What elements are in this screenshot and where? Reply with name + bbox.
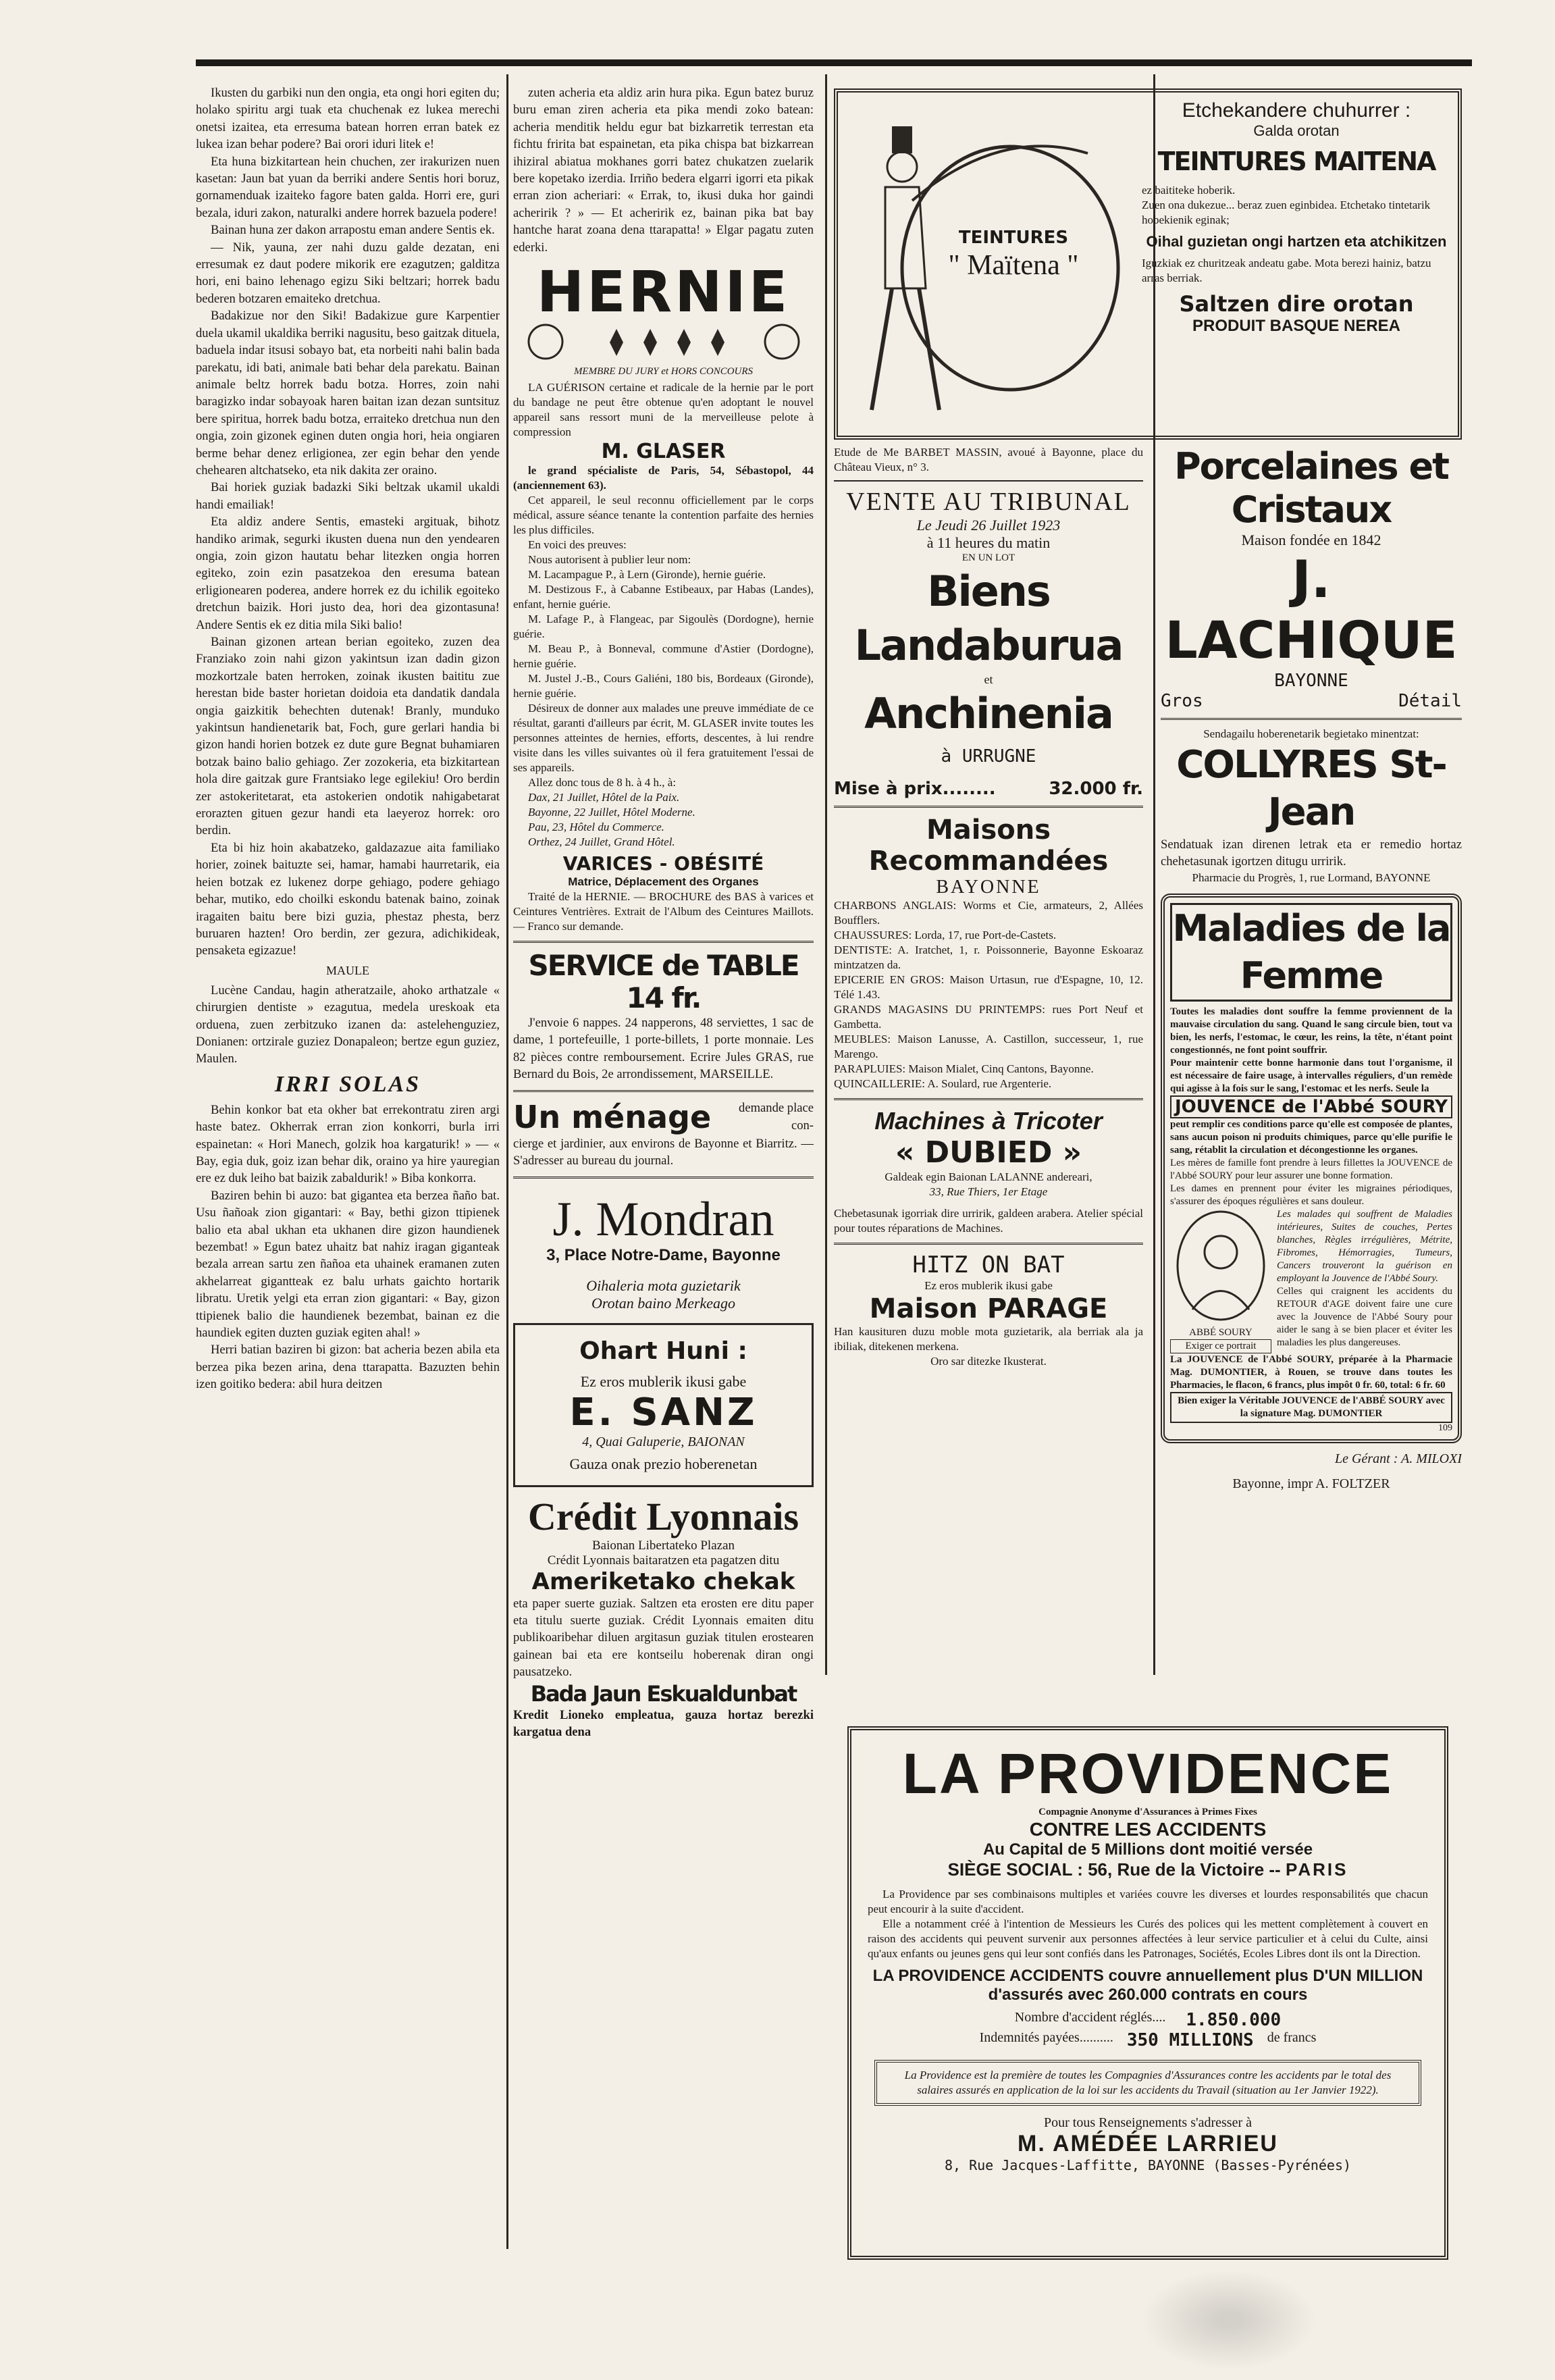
ink-stamp <box>1141 2269 1317 2371</box>
article-paragraph: Bai horiek guziak badazki Siki beltzak ukamil ukaldi handi emailiak! <box>196 480 500 512</box>
vente-place: à URRUGNE <box>941 746 1036 767</box>
maisons-title: Maisons Recommandées <box>868 814 1109 877</box>
maitena-badge: TEINTURES <box>958 228 1069 248</box>
hitz-title: HITZ ON BAT <box>912 1251 1065 1278</box>
divider <box>834 806 1143 808</box>
hernie-text: Cet appareil, le seul reconnu officiellement par le corps médical, assure séance tenante la contention parfaite des hernies les plus difficiles. <box>513 494 814 537</box>
column-rule <box>825 74 827 1675</box>
hitz-line: Ez eros mublerik ikusi gabe <box>924 1279 1053 1292</box>
glaser-name: M. GLASER <box>601 440 726 464</box>
medals-icon <box>522 322 806 361</box>
vente-prix: 32.000 fr. <box>1049 779 1143 799</box>
maisons-ad <box>834 814 1143 1091</box>
maison-item: CHAUSSURES: Lorda, 17, rue Port-de-Castets. <box>834 929 1057 941</box>
article-paragraph: Bainan gizonen artean berian egoiteko, zuzen dea Franziako zoin nahi gizon yakintsun izan dadin gizon mozkortzale baten herroken, zoinak ikusten baititu zue herestan bide baster horietan doidoia eta dandatik dandala ongia gaizkitik behechten dutenak! Branly, munduko yakintsun handienetarik bat, Foch, gure gerlari handia bi gizon handi horien botzek ez dute gure Begnat buhamiaren botzak baino balio gehiago. Zer zozokeria, eta bizkitartean hola dire gaitzak gure Frantsiako lege egilekiu! Oro berdin zer astokeritetarat, eta astokerien ondotik nahigabetarat erorazten gituen gezur handi eta laeyeroz horrek: oro berdin. <box>196 635 500 838</box>
vente-et: et <box>984 673 993 686</box>
maladies-text: Pour maintenir cette bonne harmonie dans tout l'organisme, il est nécessaire de faire usage, à intervalles réguliers, d'un remède qui agisse à la fois sur le sang, l'estomac et les nerfs. Seule la <box>1170 1057 1452 1094</box>
maladies-text: Toutes les maladies dont souffre la femme proviennent de la mauvaise circulation du sang. Quand le sang circule bien, tout va bien, les nerfs, l'estomac, le cœur, les reins, la tête, n'étant point congestionnés, ne font point souffrir. <box>1170 1006 1452 1056</box>
vente-anchi: Anchinenia <box>864 689 1113 738</box>
soury-portrait <box>1170 1208 1271 1353</box>
maladies-text: La JOUVENCE de l'Abbé SOURY, préparée à la Pharmacie Mag. DUMONTIER, à Rouen, se trouve dans toutes les Pharmacies, le flacon, 6 francs, plus impôt 0 fr. 60, total: 6 fr. 60 <box>1170 1353 1452 1391</box>
divider <box>1161 718 1462 720</box>
article-paragraph: Baziren behin bi auzo: bat gigantea eta berzea ñaño bat. Usu ñañoak zion gigantari: « Bay, bethi gizon ttipienek balio eta abal ukhan eta ukhanen dire gizon haundienek bezembat! » Egun batez uhaitz bat nahiz iragan giganteak bezala arrean sartu zen ñañoa eta uhainek eramanen zuten akhelarreat gigantteak ez balu urhats gaichto hortarik libratu. Uretik yelgi eta erran zion gigantari: « Bay, gizon ttipienek balio die haundienek bezembat, bainan ez die haundiek egiten duzten guziak egiten ahal! » <box>196 1188 500 1341</box>
hernie-text: Allez donc tous de 8 h. à 4 h., à: <box>528 776 677 790</box>
imprimeur: Bayonne, impr A. FOLTZER <box>1232 1476 1390 1491</box>
ohart-line: Ez eros mublerik ikusi gabe <box>580 1372 747 1390</box>
article-paragraph: Bainan huna zer dakon arrapostu eman andere Sentis ek. <box>211 223 495 238</box>
mondran-line: Orotan baino Merkeago <box>591 1294 736 1312</box>
service-title: SERVICE de TABLE 14 fr. <box>528 949 799 1015</box>
visit-item: Orthez, 24 Juillet, Grand Hôtel. <box>528 835 675 849</box>
menage-title: Un ménage <box>513 1098 712 1135</box>
menage-side: demande place con- <box>739 1101 814 1133</box>
article-paragraph: Eta aldiz andere Sentis, emasteki argituak, bihotz handiko arimak, segurki ikusten duena nun den yendearen ongia, zoin gizon hautatu behar litezken ongia horren egiteko, zoin ezin pasatzekoa den eresuma batean erligionearen poderea, andere horrek ez du ichilik egoiteko dretchun baizik. Hori justo dea, hori dea gizontasuna! Andere Sentis ek ez ditia mila Siki balio! <box>196 515 500 632</box>
maitena-line: PRODUIT BASQUE NEREA <box>1192 317 1401 335</box>
hernie-text: Désireux de donner aux malades une preuve immédiate de ce résultat, garanti d'ailleurs par écrit, M. GLASER invite toutes les personnes atteintes de hernies, efforts, descentes, à lui rendre visite dans les villes suivantes où il fera gratuitement l'essai de ses appareils. <box>513 702 814 775</box>
maisons-city: BAYONNE <box>936 877 1041 898</box>
article-paragraph: Badakizue nor den Siki! Badakizue gure Karpentier duela ukamil ukaldika berriki nagusitu, beso gaitzak dituela, baduela indar itsusi sobayo bat, eta norbeiti nahi balin bada parekatu, idi bati, animale bati behar dela parekatu. Bainan animale beltz horrek badu botza. Horres, zoin nahi baragizko indar sobayoak haren baitan izan dezan suntsituz bere spiritua, horrek badu botza, erraiteko dretchua nun den ongia, zoin gizonek eginen duten ongia hori, heia ongiaren berme behar denez erligionea, zer egin behar den yende chehearen altchatseko, eta nik dakita zer oraino. <box>196 309 500 477</box>
hitz-brand: Maison PARAGE <box>869 1293 1108 1324</box>
portrait-caption: Exiger ce portrait <box>1170 1339 1271 1353</box>
porcelaines-founded: Maison fondée en 1842 <box>1241 532 1381 548</box>
providence-text: La Providence par ses combinaisons multiples et variées couvre les diverses et lourdes responsabilités que chacun peut encourir à la suite d'accident. <box>868 1888 1428 1915</box>
maitena-brand: TEINTURES MAITENA <box>1157 147 1435 176</box>
providence-text: Elle a notamment créé à l'intention de Messieurs les Curés des polices qui les mettent complètement à couvert en raison des accidents qui peuvent survenir aux personnes affectées à leur service particulier et à celui du Culte, ainsi qu'aux enfants ou jeunes gens qui leur sont confiés dans les Patronages, Sociétés, Ecoles Libres dont ils ont la Direction. <box>868 1917 1428 1960</box>
machines-title: Machines à Tricoter <box>874 1107 1103 1135</box>
column-1 <box>196 84 500 2259</box>
lachique-city: BAYONNE <box>1274 671 1348 691</box>
jury-line: MEMBRE DU JURY et HORS CONCOURS <box>573 366 754 378</box>
ohart-line: Gauza onak prezio hoberenetan <box>569 1455 758 1472</box>
vente-date: Le Jeudi 26 Juillet 1923 <box>916 517 1061 534</box>
vente-title: VENTE AU TRIBUNAL <box>846 488 1131 516</box>
visit-item: Bayonne, 22 Juillet, Hôtel Moderne. <box>528 806 695 819</box>
visit-item: Dax, 21 Juillet, Hôtel de la Paix. <box>528 791 680 804</box>
providence-city: PARIS <box>1285 1859 1348 1880</box>
providence-sub: Compagnie Anonyme d'Assurances à Primes Fixes <box>1038 1807 1257 1817</box>
collyres-ad <box>1161 727 1462 885</box>
section-heading-irri-solas: IRRI SOLAS <box>274 1071 421 1097</box>
maladies-text: Les mères de famille font prendre à leurs fillettes la JOUVENCE de l'Abbé SOURY pour leur assurer une bonne formation. <box>1170 1157 1452 1181</box>
article-paragraph: Eta bi hiz hoin akabatzeko, galdazazue aita familiako horier, zoinek baituzte sei, hamar, hamabi haurretarik, eia heien botzak ez lukenez dorpe gehiago, podere gehiago behar, mutiko, edo choilki eskondu batenak baino, zoinak iragaiten baitu bere bizi guzia, phestaz phesta, berz buruaren hazten! Oro berdin, zer gezura, adichikideak, pensaketa egizazue! <box>196 840 500 958</box>
stat-label: Indemnités payées.......... <box>979 2030 1113 2045</box>
maitena-sub: Galda orotan <box>1253 122 1340 139</box>
article-paragraph: Ikusten du garbiki nun den ongia, eta ongi hori egiten du; holako spiritu argi tuak eta chuchenak ez lukea merechi onetsi izaitea, eta erresuma batean horren erran batek ez lukea izan behar podere? Bai orori iduri litek e! <box>196 86 500 152</box>
maitena-line: Iguzkiak ez churitzeak andeatu gabe. Mota berezi hainiz, batzu arras berriak. <box>1142 257 1431 284</box>
varices-sub: Matrice, Déplacement des Organes <box>568 875 759 889</box>
providence-contact: Pour tous Renseignements s'adresser à <box>1044 2115 1252 2130</box>
providence-agent: M. AMÉDÉE LARRIEU <box>1018 2131 1278 2156</box>
credit-text: Kredit Lioneko empleatua, gauza hortaz berezki kargatua dena <box>513 1707 814 1739</box>
hernie-title: HERNIE <box>536 259 791 326</box>
providence-sub: CONTRE LES ACCIDENTS <box>1029 1819 1267 1840</box>
maison-item: GRANDS MAGASINS DU PRINTEMPS: rues Port Neuf et Gambetta. <box>834 1003 1143 1031</box>
maison-item: DENTISTE: A. Iratchet, 1, r. Poissonnerie, Bayonne Eskoaraz mintzatzen da. <box>834 943 1143 971</box>
service-ad <box>513 950 814 1083</box>
machines-line: 33, Rue Thiers, 1er Etage <box>929 1185 1048 1198</box>
visit-item: Pau, 23, Hôtel du Commerce. <box>528 821 664 834</box>
credit-line: Baionan Libertateko Plazan <box>591 1538 735 1553</box>
medals-row <box>513 322 814 365</box>
hernie-text: LA GUÉRISON certaine et radicale de la hernie par le port du bandage ne peut être obtenue qu'en adoptant le nouvel appareil sans ressort muni de la merveilleuse pelote à compression <box>513 381 814 439</box>
providence-text: LA PROVIDENCE ACCIDENTS couvre annuellement plus D'UN MILLION d'assurés avec 260.000 contrats en cours <box>872 1967 1423 2004</box>
maladies-exiger: Bien exiger la Véritable JOUVENCE de l'ABBÉ SOURY avec la signature Mag. DUMONTIER <box>1170 1392 1452 1423</box>
gerant: Le Gérant : A. MILOXI <box>1335 1451 1462 1466</box>
vente-biens: Biens Landaburua <box>854 567 1123 670</box>
column-4 <box>1161 445 1462 1492</box>
maule-notice: Lucène Candau, hagin atheratzaile, ahoko arthatzale « chirurgien dentiste » ezagutua, medela ureskoak eta orduena, zuen zerbitzuko izanen da: astelehenguziez, Donianen: ortzirale guziez Donapaleon; bertze egun guziez, Maulen. <box>196 983 500 1066</box>
stat-value: 1.850.000 <box>1186 2010 1282 2030</box>
lachique-name: J. LACHIQUE <box>1165 549 1458 670</box>
divider <box>513 1176 814 1179</box>
article-paragraph: zuten acheria eta aldiz arin hura pika. Egun batez buruz buru eman ziren acheria eta pika mendi zoko batean: acheria menditik heldu egur bat bizkarretik terrestan eta fichtu fririta bat espainetan, eta pika chispa bat bizkarrean ihiziral abiatua mokhanes gorri batez chukatzen zuelarik bere kopetako izerdia. Irriño bedera elgarri igorri eta pikak erran zion acheriari: « Errak, to, ikusi duka hor gaindi acheririk ? » — Et acheririk ez, bainan pika bat bay hantche harat zoana dena ttarapatta! » Elgar pagatu zuten ederki. <box>513 86 814 255</box>
porcelaines-ad <box>1161 445 1462 711</box>
proof-item: M. Lafage P., à Flangeac, par Sigoulès (Dordogne), hernie guérie. <box>513 613 814 641</box>
column-2 <box>513 84 814 2259</box>
proof-item: M. Destizous F., à Cabanne Estibeaux, par Habas (Landes), enfant, hernie guérie. <box>513 583 814 611</box>
vente-hour: à 11 heures du matin <box>926 534 1051 551</box>
hernie-text: Nous autorisent à publier leur nom: <box>528 553 691 567</box>
mondran-ad <box>513 1185 814 1319</box>
maladies-text: peut remplir ces conditions parce qu'elle est composée de plantes, sans aucun poison ni produits chimiques, parce qu'elle purifie le sang, rétablit la circulation et décongestionne les organes. <box>1170 1118 1452 1156</box>
stat-label: Nombre d'accident réglés.... <box>1014 2010 1166 2025</box>
maison-item: MEUBLES: Maison Lanusse, A. Castillon, successeur, 1, rue Marengo. <box>834 1033 1143 1060</box>
providence-siege: SIÈGE SOCIAL : 56, Rue de la Victoire -- <box>947 1859 1286 1880</box>
detail-label: Détail <box>1398 691 1462 711</box>
providence-sub: Au Capital de 5 Millions dont moitié versée <box>982 1840 1313 1859</box>
maitena-badge-name: " Maïtena " <box>948 250 1079 281</box>
article-paragraph: Herri batian baziren bi gizon: bat acheria bezen abila eta berzea pika bezen arina, dena ttarapatta. Bazuzten behin izen goitiko bedera: abil hura deitzen <box>196 1343 500 1392</box>
machines-ad <box>834 1107 1143 1236</box>
maladies-text: Les malades qui souffrent de Maladies intérieures, Suites de couches, Pertes blanches, Règles irrégulières, Métrite, Fibromes, Hémorragies, Tumeurs, Cancers trouveront la guérison en employant la Jouvence de l'Abbé Soury. <box>1277 1208 1452 1284</box>
vente-ad <box>834 487 1143 799</box>
maladies-title: Maladies de la Femme <box>1170 903 1452 1002</box>
divider <box>834 480 1143 482</box>
maitena-title: Etchekandere chuhurrer : <box>1182 99 1411 122</box>
hitz-text: Han kausituren duzu moble mota guzietarik, ala berriak ala ja ibiliak, ditekenen merkena. <box>834 1325 1143 1353</box>
portrait-icon <box>1174 1208 1268 1323</box>
menage-text: cierge et jardinier, aux environs de Bayonne et Biarritz. — S'adresser au bureau du journal. <box>513 1136 814 1168</box>
section-heading-maule: MAULE <box>326 963 369 977</box>
maitena-line: Zuen ona dukezue... beraz zuen eginbidea. Etchetako tintetarik hobekienik eginak; <box>1142 199 1431 226</box>
machines-text: Chebetasunak igorriak dire urririk, galdeen arabera. Atelier spécial pour toutes réparations de Machines. <box>834 1207 1143 1235</box>
hernie-text: le grand spécialiste de Paris, 54, Sébastopol, 44 (anciennement 63). <box>513 464 814 492</box>
column-3 <box>834 84 1462 1692</box>
providence-notice: La Providence est la première de toutes les Compagnies d'Assurances contre les accidents par le total des salaires assurés en application de la loi sur les accidents du Travail (situation au 1er Janvier 1922). <box>874 2060 1421 2106</box>
hernie-text: Traité de la HERNIE. — BROCHURE des BAS à varices et Ceintures Ventrières. Extrait de l'Album des Ceintures Maillots. — Franco sur demande. <box>513 890 814 933</box>
collyres-text: Sendatuak izan direnen letrak eta er remedio hortaz chehetasunak igortzen ditugu urririk. <box>1161 837 1462 869</box>
credit-title: Crédit Lyonnais <box>527 1494 799 1538</box>
credit-line: Crédit Lyonnais baitaratzen eta pagatzen ditu <box>547 1553 780 1568</box>
etude-notice: Etude de Me BARBET MASSIN, avoué à Bayonne, place du Château Vieux, n° 3. <box>834 446 1143 473</box>
sanz-address: 4, Quai Galuperie, BAIONAN <box>582 1434 745 1449</box>
ad-number: 109 <box>1438 1422 1452 1433</box>
collyres-pharmacy: Pharmacie du Progrès, 1, rue Lormand, BAYONNE <box>1192 871 1431 884</box>
proof-item: M. Beau P., à Bonneval, commune d'Astier (Dordogne), hernie guérie. <box>513 642 814 671</box>
credit-text: eta paper suerte guziak. Saltzen eta erosten ere ditu paper eta titulu suerte guziak. Crédit Lyonnais emaiten ditu publikoaribehar diluen argitasun guziak titulen erostearen gainean bai eta ere kontseilu hoberenak diran ongi pausatzeko. <box>513 1596 814 1680</box>
hernie-ad <box>513 259 814 934</box>
maitena-copy <box>1142 99 1451 429</box>
mondran-line: Oihaleria mota guzietarik <box>586 1276 741 1294</box>
credit-foot: Bada Jaun Eskualdunbat <box>530 1680 797 1707</box>
maitena-ad <box>834 88 1462 440</box>
providence-ad <box>847 1726 1448 2260</box>
divider <box>513 1090 814 1092</box>
proof-item: M. Lacampague P., à Lern (Gironde), hernie guérie. <box>528 568 766 581</box>
column-rule <box>506 74 508 2249</box>
collyres-title: COLLYRES St-Jean <box>1176 743 1446 834</box>
ohart-ad <box>513 1323 814 1487</box>
top-rule <box>196 59 1472 66</box>
column-3-main <box>834 445 1143 1492</box>
varices-title: VARICES - OBÉSITÉ <box>562 852 764 875</box>
credit-ad <box>513 1491 814 1741</box>
ohart-title: Ohart Huni : <box>579 1337 747 1365</box>
providence-title: LA PROVIDENCE <box>902 1742 1394 1805</box>
stat-unit: de francs <box>1267 2030 1317 2045</box>
drummer-illustration <box>845 99 1142 429</box>
maitena-line: Saltzen dire orotan <box>1179 291 1414 317</box>
machines-brand: « DUBIED » <box>895 1135 1082 1170</box>
divider <box>834 1098 1143 1100</box>
menage-ad <box>513 1099 814 1170</box>
portrait-top: ABBÉ SOURY <box>1189 1326 1253 1338</box>
credit-sub: Ameriketako chekak <box>531 1568 795 1595</box>
maladies-ad <box>1161 894 1462 1443</box>
hitz-ad <box>834 1251 1143 1369</box>
jouvence-banner: JOUVENCE de l'Abbé SOURY <box>1170 1095 1452 1118</box>
divider <box>513 941 814 943</box>
article-paragraph: Eta huna bizkitartean hein chuchen, zer irakurizen nuen kasetan: Jaun bat yuan da berriki andere Sentis hori boruz, gornamenduak izaiteko fagore baten galda. Horri ere, guri bezala, iduri zakon, naturalki andere horrek bazuela podere! <box>196 154 500 220</box>
mondran-address: 3, Place Notre-Dame, Bayonne <box>546 1245 781 1264</box>
maladies-text: Les dames en prennent pour éviter les migraines périodiques, s'assurer des époques régulières et sans douleur. <box>1170 1183 1452 1207</box>
maitena-line: Oihal guzietan ongi hartzen eta atchikitzen <box>1146 233 1447 250</box>
article-paragraph: — Nik, yauna, zer nahi duzu galde dezatan, eni erresumak ez daut podere mikorik ere ezagutzen; galditza hori, eni baino lehenago egizu Siki beltzari; horrek badu bederen botzaren emaiteko dretchua. <box>196 240 500 306</box>
mondran-name: J. Mondran <box>552 1191 774 1246</box>
machines-line: Galdeak egin Baionan LALANNE andereari, <box>885 1170 1092 1183</box>
gros-label: Gros <box>1161 691 1203 711</box>
maison-item: PARAPLUIES: Maison Mialet, Cinq Cantons, Bayonne. <box>834 1062 1094 1075</box>
divider <box>834 1243 1143 1245</box>
porcelaines-title: Porcelaines et Cristaux <box>1174 445 1448 531</box>
proof-item: M. Justel J.-B., Cours Galiéni, 180 bis, Bordeaux (Gironde), hernie guérie. <box>513 672 814 700</box>
hernie-text: En voici des preuves: <box>528 538 627 552</box>
providence-agent-address: 8, Rue Jacques-Laffitte, BAYONNE (Basses-Pyrénées) <box>944 2157 1352 2173</box>
hitz-foot: Oro sar ditezke Ikusterat. <box>930 1355 1047 1368</box>
maison-item: CHARBONS ANGLAIS: Worms et Cie, armateurs, 2, Allées Boufflers. <box>834 899 1143 927</box>
sanz-name: E. SANZ <box>569 1390 758 1434</box>
collyres-line: Sendagailu hoberenetarik begietako minentzat: <box>1203 727 1419 740</box>
maison-item: QUINCAILLERIE: A. Soulard, rue Argenterie. <box>834 1077 1052 1090</box>
service-text: J'envoie 6 nappes. 24 napperons, 48 serviettes, 1 sac de dame, 1 portefeuille, 1 porte-billets, 1 porte monnaie. Les 82 pièces contre remboursement. Ecrire Jules GRAS, rue Bernard du Bois, 2e arrondissement, MARSEILLE. <box>513 1016 814 1082</box>
vente-lot: EN UN LOT <box>961 552 1016 563</box>
maladies-text: Celles qui craignent les accidents du RETOUR d'AGE doivent faire une cure avec la Jouvence de l'Abbé Soury pour aider le sang à se bien placer et éviter les maladies les plus dangereuses. <box>1277 1285 1452 1348</box>
stat-value: 350 MILLIONS <box>1126 2030 1254 2050</box>
maison-item: EPICERIE EN GROS: Maison Urtasun, rue d'Espagne, 10, 12. Télé 1.43. <box>834 973 1143 1001</box>
article-paragraph: Behin konkor bat eta okher bat errekontratu ziren argi haste batez. Okherrak erran zion konkorri, burla irri espainetan: « Hori Manech, golzik hoa kargaturik! » — « Bay, egia duk, goiz izan behar dik, oraino ya hire yauregian ere ez duk leiho bat baizik zabaldurik! » Biba konkorra. <box>196 1102 500 1186</box>
vente-prix-label: Mise à prix........ <box>834 779 996 799</box>
maitena-line: ez baititeke hoberik. <box>1142 184 1236 197</box>
